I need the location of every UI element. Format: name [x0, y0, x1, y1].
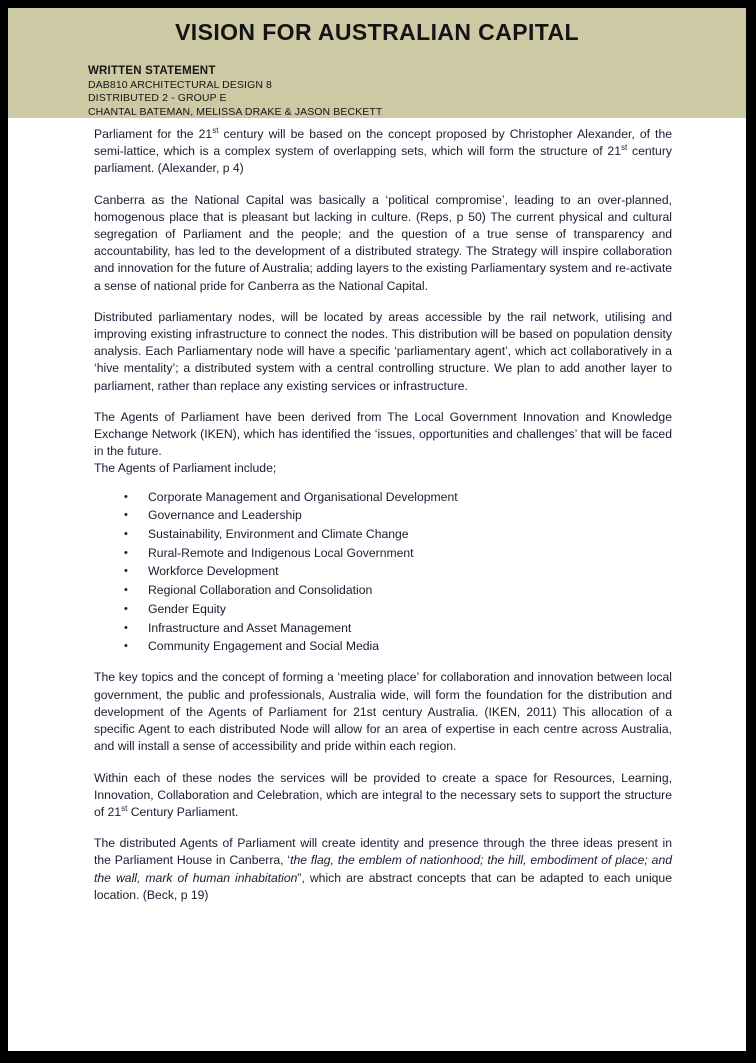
text-run: century will be based on the concept proposed by Christopher Alexander, of the semi-lattice, which is a complex system of overlapping sets, which will form the structure of 21	[94, 127, 673, 159]
list-item-label: Rural-Remote and Indigenous Local Government	[148, 545, 414, 560]
text-run: Canberra as the National Capital was basically a ‘political compromise’, leading to an over-planned, homogenous place that is pleasant but lacking in culture. (Reps, p 50) The current physical and cultural segregation of Parliament and the people; and the question of a true sense of transparency and accountability, has led to the development of a distributed strategy. The Strategy will inspire collaboration and innovation for the future of Australia; adding layers to the existing Parliamentary system and re-activate a sense of national pride for Canberra as the National Capital.	[94, 192, 672, 293]
list-item	[94, 562, 672, 580]
list-item	[94, 506, 672, 524]
paragraphs-after-list	[94, 669, 672, 903]
p-distributed-nodes	[94, 309, 672, 395]
page-title: VISION FOR AUSTRALIAN CAPITAL	[175, 19, 579, 45]
page-sheet	[8, 8, 746, 1051]
list-item-label: Corporate Management and Organisational Development	[148, 489, 458, 504]
studio-group-line: DISTRIBUTED 2 - GROUP E	[88, 92, 227, 105]
list-item	[94, 544, 672, 562]
list-item	[94, 525, 672, 543]
list-item	[94, 637, 672, 655]
text-run: Within each of these nodes the services will be provided to create a space for Resources, Learning, Innovation, Collaboration and Celebration, which are integral to the necessary sets to support the structure of 21	[94, 770, 672, 819]
p-canberra-compromise	[94, 192, 672, 295]
text-run: ”, which are abstract concepts that can be adapted to each unique location. (Beck, p 19)	[94, 870, 672, 902]
list-item-label: Gender Equity	[148, 601, 226, 616]
p-three-ideas	[94, 835, 672, 904]
text-run: The distributed Agents of Parliament will create identity and presence through the three ideas present in the Parliament House in Canberra, ‘	[94, 836, 672, 868]
bullet-icon: •	[124, 640, 128, 653]
list-item-label: Workforce Development	[148, 564, 279, 579]
text-run: The key topics and the concept of forming a ‘meeting place’ for collaboration and innovation between local government, the public and professionals, Australia wide, will form the foundation for the distribution and development of the Agents of Parliament for 21st century Australia. (IKEN, 2011) This allocation of a specific Agent to each distributed Node will allow for an area of expertise in each centre across Australia, and will install a sense of accessibility and pride within each region.	[94, 670, 672, 754]
bullet-icon: •	[124, 584, 128, 597]
list-item	[94, 619, 672, 637]
text-run: Distributed parliamentary nodes, will be located by areas accessible by the rail network, utilising and improving existing infrastructure to connect the nodes. This distribution will be based on population density analysis. Each Parliamentary node will have a specific ‘parliamentary agent’, which act collaboratively in a ‘hive mentality’; a distributed system with a central controlling structure. We plan to add another layer to parliament, rather than replace any existing services or infrastructure.	[94, 309, 672, 393]
list-item-label: Sustainability, Environment and Climate Change	[148, 527, 409, 542]
list-item	[94, 600, 672, 618]
list-item-label: Regional Collaboration and Consolidation	[148, 583, 373, 598]
list-item	[94, 581, 672, 599]
ordinal-suffix: st	[121, 803, 128, 813]
text-run: The Agents of Parliament have been derived from The Local Government Innovation and Knowledge Exchange Network (IKEN), which has identified the ‘issues, opportunities and challenges’ that will be faced in the future.	[94, 409, 672, 459]
text-run: century parliament. (Alexander, p 4)	[94, 144, 672, 176]
p-iken-origin	[94, 409, 672, 461]
statement-text-column	[94, 126, 672, 904]
paragraphs-before-list	[94, 126, 672, 460]
ordinal-suffix: st	[621, 143, 628, 153]
list-item	[94, 488, 672, 506]
bullet-icon: •	[124, 565, 128, 578]
bullet-icon: •	[124, 621, 128, 634]
bullet-icon: •	[124, 509, 128, 522]
unit-code-line: DAB810 ARCHITECTURAL DESIGN 8	[88, 78, 272, 91]
bullet-icon: •	[124, 602, 128, 615]
p-semi-lattice	[94, 126, 672, 178]
quoted-italic-text: the flag, the emblem of nationhood; the hill, embodiment of place; and the wall, mark of human inhabitation	[94, 853, 672, 885]
p-services	[94, 770, 672, 822]
document-header-band	[8, 8, 746, 118]
ordinal-suffix: st	[212, 125, 219, 135]
bullet-icon: •	[124, 490, 128, 503]
text-run: Century Parliament.	[127, 804, 239, 819]
written-statement-label: WRITTEN STATEMENT	[88, 65, 216, 77]
header-metadata-block	[88, 64, 382, 119]
agents-of-parliament-list	[94, 488, 672, 656]
text-run: Parliament for the 21	[94, 127, 213, 141]
agents-list-lead-in: The Agents of Parliament include;	[94, 461, 277, 476]
list-item-label: Governance and Leadership	[148, 508, 302, 523]
bullet-icon: •	[124, 528, 128, 541]
p-meeting-place	[94, 669, 672, 755]
list-item-label: Infrastructure and Asset Management	[148, 620, 352, 635]
authors-line: CHANTAL BATEMAN, MELISSA DRAKE & JASON BECKETT	[88, 105, 383, 118]
bullet-icon: •	[124, 546, 128, 559]
list-item-label: Community Engagement and Social Media	[148, 639, 380, 654]
